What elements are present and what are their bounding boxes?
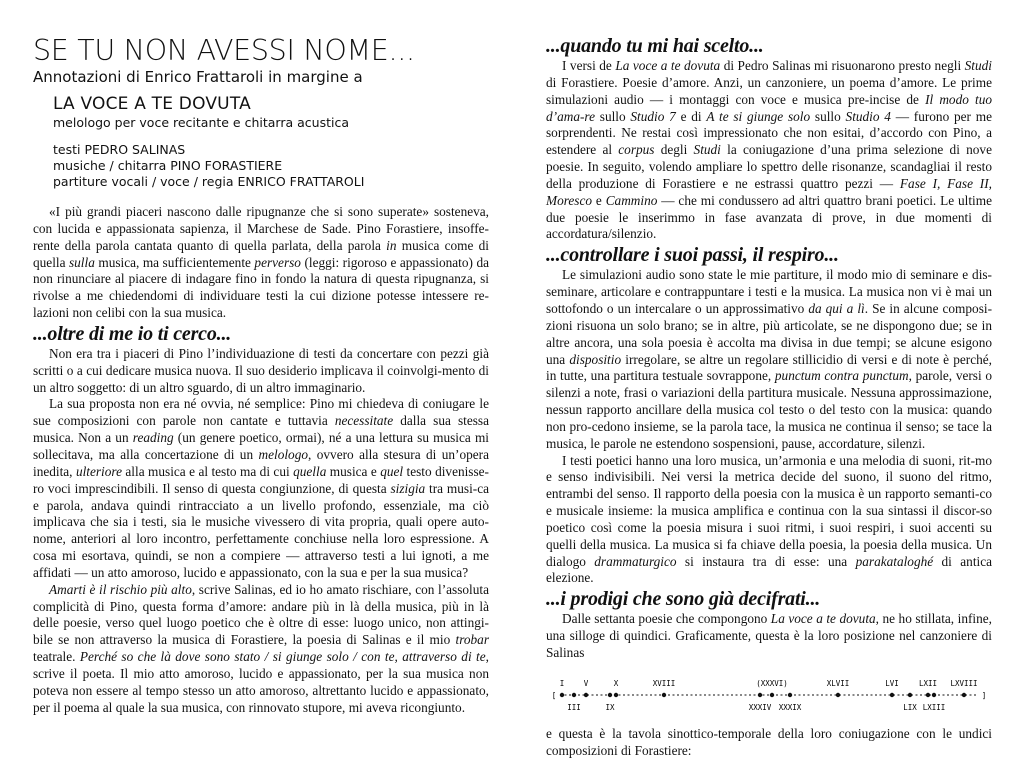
text-run: e di	[675, 108, 707, 124]
text-run: musica, ma sufficientemente	[94, 254, 255, 270]
canzoniere-timeline	[546, 666, 992, 724]
text-run: alla musica e al testo ma di cui	[121, 463, 294, 479]
text-run: si instaura tra di esse: una	[676, 553, 856, 569]
paragraph	[33, 582, 489, 717]
timeline-label-top: V	[583, 678, 589, 688]
credit-musiche: musiche / chitarra PINO FORASTIERE	[53, 158, 283, 174]
section-heading-quando: ...quando tu mi hai scelto...	[546, 35, 764, 57]
text-run: I testi poetici hanno una loro musica, un’armonia e una melodia di suoni, rit-mo e senso indivisibili. Nei versi la metrica decide del suono, il suono del ritmo, entrambi del senso. Il rapporto della poesia con la musica è un rapporto semanti-co e musicale insieme: la musica amplifica e continua con la sua sintassi il discor-so poetico così come la poesia misura i suoi ritmi, i suoi respiri, i suoi accenti su quelli della musica. La musica si fa chiave della poesia, la poesia della musica. Un dialogo	[546, 452, 992, 569]
italic-text: Studio 4	[845, 108, 891, 124]
text-run: Le simulazioni audio sono state le mie partiture, il modo mio di seminare e dis-seminare, articolare e contrappuntare i testi e la musica. La musica non vi è mai un sottofondo o un intercalare o un approssimativo	[546, 267, 992, 316]
work-block	[53, 94, 489, 191]
timeline-label-top: LXII	[918, 678, 938, 688]
italic-text: corpus	[618, 142, 655, 158]
timeline-point	[908, 693, 912, 697]
timeline-label-bottom: III	[567, 702, 581, 712]
work-subtitle: melologo per voce recitante e chitarra acustica	[53, 115, 349, 130]
section-heading-oltre: ...oltre di me io ti cerco...	[33, 322, 232, 345]
text-run: irregolare, se altre un regolare stillicidio di versi e di note è perché, in tutte, una partitura testuale sovrappone,	[546, 351, 992, 384]
timeline-point	[926, 693, 930, 697]
timeline-label-bottom: LXIII	[922, 702, 946, 712]
italic-text: sizigia	[390, 480, 426, 496]
text-run: tra musi-ca e parola, andava quindi rintracciato a un livello profondo, essenziale, ma ciò implicava che sia i testi, sia le musiche vivessero di vita propria, quali opere auto-nome, anteriori al loro incontro, perfettamente conchiuse nella loro espressione. A cosa mi esortava, quindi, se non a compiere — attraverso testi a lui ignoti, a me affidati — un atto amoroso, lucido e appassionato, con la sua e per la sua musica?	[33, 480, 490, 580]
timeline-label-bottom: XXXIV	[748, 702, 772, 712]
text-run: , ovvero alla stesura di un’opera inedita,	[33, 446, 489, 479]
text-run: , ne ho stillata, infine, una silloge di quindici. Graficamente, questa è la loro posizione nel canzoniere di Salinas	[546, 611, 992, 660]
text-run: , scrive Salinas, ed io ho amato rischiare, con l’assoluta complicità di Pino, questa forma d’amore: andare più in là della musica, più in là delle poesie, verso quel luogo poetico che è oltre di esse: luogo unico, non attingi-bile se non attraverso la musica di Forastiere, la poesia di Salinas e il mio	[33, 581, 489, 648]
timeline-point	[932, 693, 936, 697]
timeline-label-top: XVIII	[652, 678, 676, 688]
italic-text: Perché so che là dove sono stato / si giunge solo / con te, attraverso di te	[79, 649, 486, 665]
timeline-label-top: LXVIII	[950, 678, 978, 688]
text-run: di Forastiere. Poesie d’amore. Anzi, un canzoniere, un poema d’amore. Le prime simulazioni audio — i montaggi con voce e musica pre-incise de	[546, 74, 992, 107]
text-run: musica come di quella	[33, 237, 489, 270]
italic-text: trobar	[455, 632, 489, 648]
paragraph	[546, 726, 992, 760]
paragraph	[33, 396, 489, 581]
timeline-label-bottom: IX	[605, 702, 615, 712]
text-run: — furono per me sorprendenti. Ne restai così impressionato che non esitai, d’accordo con Pino, a estendere al	[546, 108, 992, 158]
text-run: di antica elezione.	[546, 553, 993, 586]
timeline-label-top: (XXXVI)	[756, 678, 788, 688]
italic-text: sulla	[68, 254, 95, 270]
text-run: I versi de	[562, 58, 616, 73]
text-run: e questa è la tavola sinottico-temporale della loro coniugazione con le undici composizioni di Forastiere:	[546, 725, 992, 758]
timeline-point	[758, 693, 762, 697]
timeline-point	[836, 693, 840, 697]
text-run: sullo	[595, 108, 631, 124]
text-run: , scrive il poeta. Il mio atto amoroso, lucido e appassionato, per la sua musica non poteva non essere al tempo stesso un atto amoroso, altrettanto lucido e appassionato, per il poema al quale la sua musica, con rinnovato stupore, mi aveva ricongiunto.	[33, 649, 489, 715]
italic-text: La voce a te dovuta	[615, 58, 721, 73]
text-run: (un genere poetico, ormai), né a una lettura su musica mi sollecitava, ma alla concertazione di un	[33, 430, 489, 462]
italic-text: parakataloghé	[855, 553, 934, 569]
italic-text: Fase I, Fase II, Moresco	[546, 175, 992, 208]
section-heading-controllare: ...controllare i suoi passi, il respiro...	[546, 244, 839, 267]
text-run: dalla sua stessa musica. Non a un	[33, 413, 489, 446]
italic-text: Studio 7	[630, 108, 676, 124]
italic-text: quella	[293, 463, 327, 479]
text-run: Non era tra i piaceri di Pino l’individuazione di testi da concertare con pezzi già scritti o a cui dedicare musica nuova. Il suo desiderio implicava il coinvolgi-mento di un altro soggetto: di un altro sguardo, di un altro immaginario.	[33, 345, 489, 395]
text-run: (leggi: rigoroso e appassionato) da non rinunciare al piacere di indagare fino in fondo la natura di questa ripugnanza, si rivolse a me chiedendomi di individuare testi la cui dizione potesse intessere re-lazioni non celibi con la sua musica.	[33, 254, 489, 321]
timeline-point	[614, 693, 618, 697]
paragraph	[546, 453, 992, 588]
page-title: SE TU NON AVESSI NOME...	[33, 34, 415, 67]
timeline-point	[770, 693, 774, 697]
italic-text: Cammino	[605, 192, 658, 208]
italic-text: perverso	[254, 254, 301, 270]
text-run: e	[592, 192, 606, 208]
text-run: — che mi condussero ad altri quattro brani poetici. Le ultime due poesie le inserimmo in fase avanzata di prove, in due momenti di accordatura/silenzio.	[546, 192, 992, 242]
paragraph	[33, 346, 489, 397]
section-heading-prodigi: ...i prodigi che sono già decifrati...	[546, 588, 821, 611]
italic-text: Il modo tuo d’ama-re	[546, 91, 992, 124]
italic-text: necessitate	[334, 413, 394, 429]
timeline-label-bottom: XXXIX	[778, 702, 802, 712]
italic-text: reading	[132, 430, 174, 446]
text-run: «I più grandi piaceri nascono dalle ripugnanze che si sono superate» sosteneva, con lucida e appassionata sapienza, il Marchese de Sade. Pino Forastiere, insoffe-rente della parola cantata quanto di quella parlata, della parola	[33, 204, 489, 253]
italic-text: Studi	[964, 58, 992, 73]
timeline-close-bracket: ]	[981, 690, 987, 700]
italic-text: dispositio	[569, 351, 622, 367]
text-run: la coniugazione d’una prima selezione di nove poesie. In seguito, volendo ampliare lo spettro delle risonanze, scandagliai il resto della produzione di Forastiere e ne estrassi quattro pezzi —	[546, 142, 992, 191]
text-run: musica e	[326, 463, 381, 479]
text-run: . Se in alcune composi-zioni risuona un solo brano; se in altre, più articolate, se ne dispongono due; se in altre ancora, una sola poesia è accolta ma divisa in due tempi; se alcune esigono una	[546, 300, 992, 367]
timeline-point	[560, 693, 564, 697]
timeline-label-top: LVI	[885, 678, 899, 688]
timeline-point	[788, 693, 792, 697]
left-body	[33, 204, 489, 716]
italic-text: quel	[380, 463, 404, 479]
timeline-point	[572, 693, 576, 697]
work-title: LA VOCE A TE DOVUTA	[53, 94, 251, 114]
intro-paragraph	[33, 204, 489, 322]
italic-text: drammaturgico	[594, 553, 677, 569]
text-run: testo divenisse-ro voci imprescindibili. Il senso di questa congiunzione, di questa	[33, 463, 489, 496]
timeline-point	[962, 693, 966, 697]
text-run: di Pedro Salinas mi risuonarono presto negli	[720, 58, 965, 73]
timeline-point	[584, 693, 588, 697]
timeline-label-top: XLVII	[826, 678, 850, 688]
credits	[53, 142, 489, 191]
timeline-point	[890, 693, 894, 697]
text-run: Dalle settanta poesie che compongono	[562, 611, 771, 627]
paragraph	[546, 267, 992, 452]
italic-text: ulteriore	[75, 463, 122, 479]
page-subtitle: Annotazioni di Enrico Frattaroli in margine a	[33, 68, 363, 86]
timeline-graphic	[546, 666, 992, 724]
text-run: teatrale.	[33, 649, 80, 665]
text-run: , parole, versi o silenzi a note, frasi o variazioni della partitura musicale. Nessuna approssimazione, nessun rapporto ancillare della musica col testo o del testo con la musica: quando non pro-cedono insieme, se la parola tace, la musica ne continua il senso; se tace la musica, le parole ne estendono sospensioni, pause, accordature, silenzi.	[546, 368, 993, 451]
timeline-label-top: X	[613, 678, 619, 688]
italic-text: in	[386, 237, 397, 253]
paragraph	[546, 58, 992, 243]
italic-text: da qui a lì	[808, 300, 865, 316]
text-run: sullo	[810, 108, 846, 124]
timeline-label-bottom: LIX	[903, 702, 917, 712]
credit-regia: partiture vocali / voce / regia ENRICO FRATTAROLI	[53, 174, 365, 190]
timeline-label-top: I	[559, 678, 565, 688]
italic-text: Studi	[693, 142, 721, 158]
text-run: degli	[654, 142, 694, 158]
timeline-point	[662, 693, 666, 697]
timeline-point	[608, 693, 612, 697]
italic-text: melologo	[258, 446, 309, 462]
italic-text: A te si giunge solo	[706, 108, 811, 124]
paragraph	[546, 611, 992, 662]
italic-text: punctum contra punctum	[774, 368, 909, 384]
credit-testi: testi PEDRO SALINAS	[53, 142, 186, 157]
timeline-open-bracket: [	[551, 690, 557, 700]
italic-text: Amarti è il rischio più alto	[49, 581, 192, 597]
text-run: La sua proposta non era né ovvia, né semplice: Pino mi chiedeva di coniugare le sue composizioni con parole non cantate e tuttavia	[33, 396, 489, 429]
right-body	[546, 34, 992, 760]
italic-text: La voce a te dovuta	[770, 611, 876, 627]
